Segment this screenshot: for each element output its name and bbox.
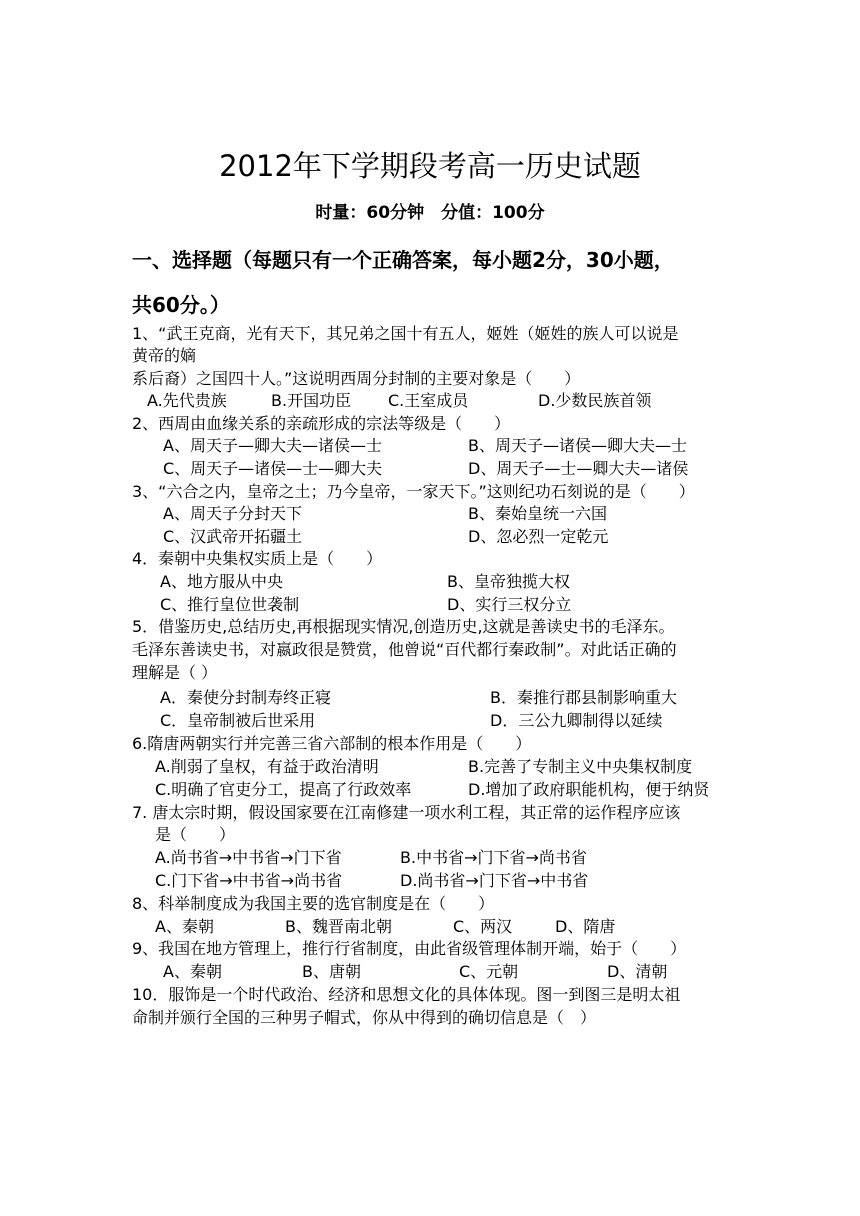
question-4-option-a: A、地方服从中央 <box>160 572 283 591</box>
question-1-text-cont: 黄帝的嫡 <box>132 346 197 365</box>
question-9-option-c: C、元朝 <box>459 962 519 981</box>
question-4-option-b: B、皇帝独揽大权 <box>447 572 570 591</box>
question-4-option-c: C、推行皇位世袭制 <box>160 595 300 614</box>
question-2-option-c: C、周天子—诸侯—士—卿大夫 <box>163 459 383 478</box>
question-1-option-b: B.开国功臣 <box>271 391 352 410</box>
question-7-option-b: B.中书省→门下省→尚书省 <box>400 848 587 867</box>
question-5-option-c: C．皇帝制被后世采用 <box>160 711 316 730</box>
question-1-option-a: A.先代贵族 <box>147 391 227 410</box>
question-1-option-d: D.少数民族首领 <box>538 391 652 410</box>
question-2-option-d: D、周天子—士—卿大夫—诸侯 <box>468 459 689 478</box>
question-8-option-d: D、隋唐 <box>555 917 616 936</box>
question-8-option-c: C、两汉 <box>453 917 513 936</box>
question-5-text-cont2: 理解是（ ） <box>132 663 218 682</box>
question-2-option-b: B、周天子—诸侯—卿大夫—士 <box>468 436 687 455</box>
question-10-text: 10．服饰是一个时代政治、经济和思想文化的具体体现。图一到图三是明太祖 <box>132 985 681 1004</box>
question-3-option-b: B、秦始皇统一六国 <box>468 504 607 523</box>
question-7-option-d: D.尚书省→门下省→中书省 <box>400 871 589 890</box>
question-9-option-b: B、唐朝 <box>302 962 361 981</box>
section-heading-line2: 共60分。） <box>132 293 230 317</box>
page-title: 2012年下学期段考高一历史试题 <box>219 149 641 183</box>
question-7-text: 7. 唐太宗时期，假设国家要在江南修建一项水利工程，其正常的运作程序应该 <box>132 803 681 822</box>
question-5-text: 5．借鉴历史,总结历史,再根据现实情况,创造历史,这就是善读史书的毛泽东。 <box>132 617 675 636</box>
section-heading-line1: 一、选择题（每题只有一个正确答案，每小题2分，30小题， <box>132 248 674 272</box>
question-6-text: 6.隋唐两朝实行并完善三省六部制的根本作用是（ ） <box>132 734 532 753</box>
question-4-text: 4．秦朝中央集权实质上是（ ） <box>132 549 383 568</box>
question-4-option-d: D、实行三权分立 <box>447 595 572 614</box>
question-5-option-d: D．三公九卿制得以延续 <box>490 711 663 730</box>
question-3-option-c: C、汉武帝开拓疆土 <box>163 527 303 546</box>
question-9-option-a: A、秦朝 <box>163 962 222 981</box>
question-3-option-d: D、忽必烈一定乾元 <box>468 527 609 546</box>
exam-meta: 时量：60分钟 分值：100分 <box>315 203 545 223</box>
question-6-option-b: B.完善了专制主义中央集权制度 <box>468 757 693 776</box>
question-9-option-d: D、清朝 <box>607 962 668 981</box>
question-8-option-b: B、魏晋南北朝 <box>285 917 392 936</box>
question-6-option-d: D.增加了政府职能机构，便于纳贤 <box>468 780 710 799</box>
question-8-option-a: A、秦朝 <box>155 917 214 936</box>
question-3-option-a: A、周天子分封天下 <box>163 504 302 523</box>
question-7-option-a: A.尚书省→中书省→门下省 <box>155 848 342 867</box>
question-7-option-c: C.门下省→中书省→尚书省 <box>155 871 343 890</box>
question-10-text-cont: 命制并颁行全国的三种男子帽式，你从中得到的确切信息是（ ） <box>132 1008 597 1027</box>
question-2-option-a: A、周天子—卿大夫—诸侯—士 <box>163 436 382 455</box>
question-5-text-cont: 毛泽东善读史书，对嬴政很是赞赏，他曾说“百代都行秦政制”。对此话正确的 <box>132 640 677 659</box>
question-5-option-a: A．秦使分封制寿终正寝 <box>160 688 331 707</box>
question-6-option-c: C.明确了官吏分工，提高了行政效率 <box>155 780 412 799</box>
question-3-text: 3、“六合之内，皇帝之土；乃今皇帝，一家天下。”这则纪功石刻说的是（ ） <box>132 482 695 501</box>
question-1-text: 1、“武王克商，光有天下，其兄弟之国十有五人，姬姓（姬姓的族人可以说是 <box>132 324 679 343</box>
question-5-option-b: B．秦推行郡县制影响重大 <box>490 688 677 707</box>
question-6-option-a: A.削弱了皇权，有益于政治清明 <box>155 757 379 776</box>
question-7-text-cont: 是（ ） <box>155 825 236 844</box>
question-9-text: 9、我国在地方管理上，推行行省制度，由此省级管理体制开端，始于（ ） <box>132 939 687 958</box>
question-8-text: 8、科举制度成为我国主要的选官制度是在（ ） <box>132 894 495 913</box>
question-1-option-c: C.王室成员 <box>388 391 469 410</box>
question-1-text-cont2: 系后裔）之国四十人。”这说明西周分封制的主要对象是（ ） <box>132 369 581 388</box>
question-2-text: 2、西周由血缘关系的亲疏形成的宗法等级是（ ） <box>132 414 511 433</box>
